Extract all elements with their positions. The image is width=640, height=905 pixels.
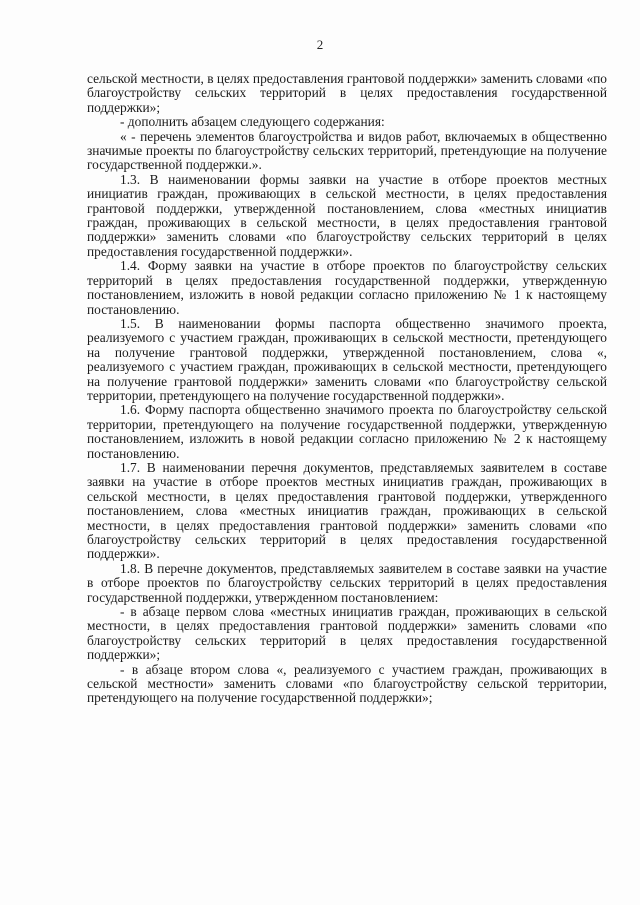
page-number: 2 — [316, 37, 324, 52]
paragraph-new-clause-text: « - перечень элементов благоустройства и видов работ, включаемых в общественно значимые проекты по благоустройству сельских территорий, претендующие на получение государственной поддержки.». — [87, 128, 607, 173]
paragraph-1-6: 1.6. Форму паспорта общественно значимого проекта по благоустройству сельской территории, претендующего на получение государственной поддержки, утвержденную постановлением, изложить в новой редакции согласно приложению № 2 к настоящему постановлению. — [87, 402, 607, 461]
paragraph-1-8: 1.8. В перечне документов, представляемых заявителем в составе заявки на участие в отборе проектов по благоустройству сельских территорий в целях предоставления государственной поддержки, утвержденном постановлением: — [87, 560, 607, 605]
paragraph-1-7: 1.7. В наименовании перечня документов, представляемых заявителем в составе заявки на участие в отборе проектов местных инициатив граждан, проживающих в сельской местности, в целях предоставления грантовой поддержки, утвержденного постановлением, слова «местных инициатив граждан, проживающих в сельской местности, в целях предоставления грантовой поддержки» заменить словами «по благоустройству сельских территорий в целях предоставления государственной поддержки». — [87, 459, 607, 562]
paragraph-add-clause: - дополнить абзацем следующего содержания: — [120, 114, 385, 130]
paragraph-continuation: сельской местности, в целях предоставления грантовой поддержки» заменить словами «по благоустройству сельских территорий в целях предоставления государственной поддержки»; — [87, 71, 607, 115]
document-body — [87, 72, 607, 706]
paragraph-1-5: 1.5. В наименовании формы паспорта общественно значимого проекта, реализуемого с участием граждан, проживающих в сельской местности, претендующего на получение грантовой поддержки, утвержденной постановлением, слова «, реализуемого с участием граждан, проживающих в сельской местности, претендующего на получение грантовой поддержки» заменить словами «по благоустройству сельской территории, претендующего на получение государственной поддержки». — [87, 315, 607, 403]
paragraph-1-4: 1.4. Форму заявки на участие в отборе проектов по благоустройству сельских территорий в целях предоставления государственной поддержки, утвержденную постановлением, изложить в новой редакции согласно приложению № 1 к настоящему постановлению. — [87, 258, 607, 317]
paragraph-1-8-second-abzac: - в абзаце втором слова «, реализуемого с участием граждан, проживающих в сельской местности» заменить словами «по благоустройству сельской территории, претендующего на получение государственной поддержки»; — [87, 661, 607, 706]
paragraph-1-8-first-abzac: - в абзаце первом слова «местных инициатив граждан, проживающих в сельской местности, в целях предоставления грантовой поддержки» заменить словами «по благоустройству сельских территорий в целях предоставления государственной поддержки»; — [87, 604, 607, 663]
paragraph-1-3: 1.3. В наименовании формы заявки на участие в отборе проектов местных инициатив граждан, проживающих в сельской местности, в целях предоставления грантовой поддержки, утвержденной постановлением, слова «местных инициатив граждан, проживающих в сельской местности, в целях предоставления грантовой поддержки» заменить словами «по благоустройству сельских территорий в целях предоставления государственной поддержки». — [87, 171, 607, 259]
